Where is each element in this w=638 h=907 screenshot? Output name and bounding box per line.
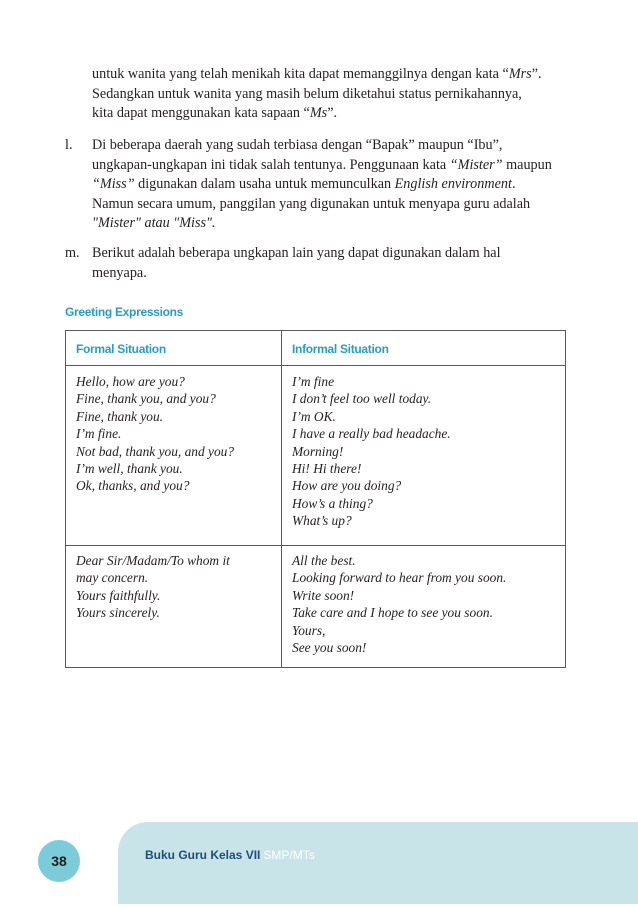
paragraph-line: "Mister" atau "Miss".	[92, 215, 216, 232]
cell-informal-closings	[292, 552, 506, 656]
table-cell-line: Write soon!	[292, 587, 355, 603]
paragraph-line: untuk wanita yang telah menikah kita dapat memanggilnya dengan kata “Mrs”.	[92, 66, 542, 82]
paragraph-line: “Miss” digunakan dalam usaha untuk memunculkan English environment.	[92, 176, 516, 193]
table-cell-line: I don’t feel too well today.	[292, 391, 432, 407]
table-cell-line: How’s a thing?	[292, 495, 373, 511]
paragraph-continuation	[92, 65, 566, 124]
book-title: Buku Guru Kelas VII	[145, 848, 261, 862]
footer-band	[118, 822, 638, 904]
table-cell-line: What’s up?	[292, 513, 352, 529]
paragraph-line: ungkapan-ungkapan ini tidak salah tentunya. Penggunaan kata “Mister” maupun	[92, 156, 552, 173]
paragraph-line: kita dapat menggunakan kata sapaan “Ms”.	[92, 105, 338, 122]
table-cell-line: Not bad, thank you, and you?	[76, 443, 235, 459]
list-marker-m: m.	[65, 245, 80, 261]
list-marker-l: l.	[65, 137, 73, 153]
table-cell-line: Morning!	[292, 443, 344, 459]
table-cell-line: I’m well, thank you.	[76, 461, 183, 477]
table-cell-line: Yours sincerely.	[76, 605, 160, 621]
table-cell-line: I have a really bad headache.	[292, 426, 451, 442]
table-cell-line: Yours faithfully.	[76, 587, 161, 603]
table-cell-line: Fine, thank you, and you?	[76, 391, 216, 407]
table-cell-line: Ok, thanks, and you?	[76, 478, 190, 494]
paragraph-line: Sedangkan untuk wanita yang masih belum diketahui status pernikahannya,	[92, 85, 522, 102]
table-cell-line: Yours,	[292, 622, 326, 638]
cell-formal-closings	[76, 552, 230, 622]
table-row-divider	[66, 545, 565, 546]
table-cell-line: Fine, thank you.	[76, 408, 164, 424]
table-cell-line: I’m fine	[292, 374, 335, 389]
paragraph-line: menyapa.	[92, 264, 147, 281]
table-cell-line: Hi! Hi there!	[292, 461, 362, 477]
section-title: Greeting Expressions	[65, 305, 184, 319]
table-cell-line: Hello, how are you?	[76, 374, 185, 389]
table-cell-line: Dear Sir/Madam/To whom it	[76, 553, 230, 568]
book-level: SMP/MTs	[263, 848, 315, 862]
table-cell-line: I’m OK.	[292, 408, 336, 424]
table-row-divider	[66, 365, 565, 366]
table-cell-line: All the best.	[292, 553, 356, 568]
paragraph-line: Namun secara umum, panggilan yang digunakan untuk menyapa guru adalah	[92, 195, 531, 212]
greeting-table	[65, 330, 566, 668]
paragraph-line: Berikut adalah beberapa ungkapan lain yang dapat digunakan dalam hal	[92, 245, 501, 261]
paragraph-item-m	[92, 244, 566, 283]
table-cell-line: See you soon!	[292, 640, 367, 656]
table-cell-line: I’m fine.	[76, 426, 122, 442]
page-number: 38	[51, 853, 67, 869]
paragraph-line: Di beberapa daerah yang sudah terbiasa dengan “Bapak” maupun “Ibu”,	[92, 137, 503, 153]
table-column-divider	[281, 331, 282, 667]
page-number-badge	[38, 840, 80, 882]
cell-formal-greetings	[76, 373, 234, 495]
table-cell-line: How are you doing?	[292, 478, 402, 494]
table-cell-line: Looking forward to hear from you soon.	[292, 570, 507, 586]
table-cell-line: Take care and I hope to see you soon.	[292, 605, 493, 621]
footer-book-title	[145, 848, 315, 862]
table-cell-line: may concern.	[76, 570, 149, 586]
header-formal-situation: Formal Situation	[76, 342, 166, 356]
paragraph-item-l	[92, 136, 566, 234]
cell-informal-greetings	[292, 373, 451, 530]
header-informal-situation: Informal Situation	[292, 342, 389, 356]
